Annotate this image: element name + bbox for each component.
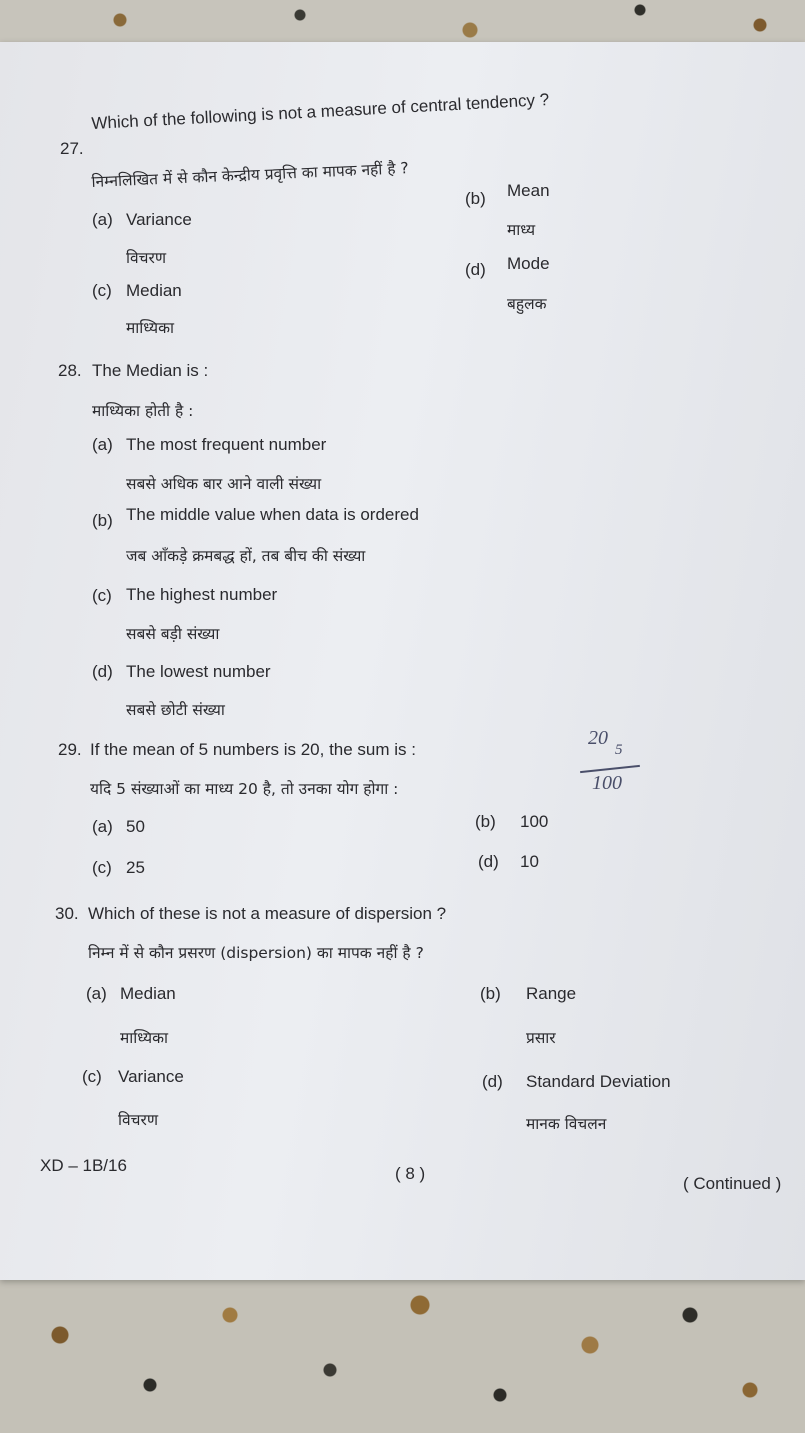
page-number: ( 8 ) <box>395 1164 426 1183</box>
question-number: 30. <box>55 904 79 923</box>
handwritten-denominator: 100 <box>592 772 622 794</box>
option-text-hi: जब आँकड़े क्रमबद्ध हों, तब बीच की संख्या <box>126 547 366 565</box>
option-label: (b) <box>480 984 501 1003</box>
question-text-hi: निम्न में से कौन प्रसरण (dispersion) का मापक नहीं है ? <box>88 944 424 962</box>
option-text-hi: सबसे छोटी संख्या <box>126 701 225 719</box>
option-label: (d) <box>465 260 486 279</box>
option-label: (a) <box>92 435 113 454</box>
question-text-en: Which of the following is not a measure of central tendency ? <box>90 90 550 134</box>
option-label: (d) <box>482 1072 503 1091</box>
option-label: (c) <box>92 281 112 300</box>
handwritten-small-digit: 5 <box>615 742 623 758</box>
option-text-en: The most frequent number <box>126 435 327 454</box>
question-text-en: The Median is : <box>92 361 209 380</box>
question-text-hi: यदि 5 संख्याओं का माध्य 20 है, तो उनका योग होगा : <box>90 780 399 798</box>
option-label: (d) <box>92 662 113 681</box>
option-text-en: Variance <box>118 1067 184 1086</box>
handwritten-numerator: 20 <box>588 727 608 749</box>
option-text-hi: सबसे अधिक बार आने वाली संख्या <box>126 475 322 493</box>
option-label: (d) <box>478 852 499 871</box>
option-label: (c) <box>82 1067 102 1086</box>
continued-label: ( Continued ) <box>683 1174 782 1193</box>
option-text-en: 100 <box>520 812 549 831</box>
question-text-en: If the mean of 5 numbers is 20, the sum is : <box>90 740 416 759</box>
option-text-en: 25 <box>126 858 145 877</box>
option-text-en: 10 <box>520 852 539 871</box>
option-label: (b) <box>92 511 113 530</box>
exam-page <box>0 42 805 1280</box>
question-text-hi: माध्यिका होती है : <box>92 402 194 420</box>
option-text-en: Median <box>120 984 176 1003</box>
option-label: (a) <box>92 210 113 229</box>
option-text-en: Median <box>126 281 182 300</box>
floor-background-bottom <box>0 1275 805 1433</box>
option-text-hi: प्रसार <box>526 1029 556 1047</box>
question-number: 28. <box>58 361 82 380</box>
option-label: (b) <box>465 189 486 208</box>
question-text-hi: निम्नलिखित में से कौन केन्द्रीय प्रवृत्ति का मापक नहीं है ? <box>91 159 409 192</box>
option-text-en: Variance <box>126 210 192 229</box>
option-text-hi: माध्य <box>507 221 536 239</box>
option-text-en: Range <box>526 984 577 1003</box>
option-text-en: The highest number <box>126 585 278 604</box>
option-text-hi: बहुलक <box>507 295 547 313</box>
option-text-hi: मानक विचलन <box>526 1115 607 1133</box>
question-text-en: Which of these is not a measure of dispersion ? <box>88 904 447 923</box>
paper-code: XD – 1B/16 <box>40 1156 127 1175</box>
option-text-hi: माध्यिका <box>126 319 175 337</box>
option-text-hi: माध्यिका <box>120 1029 169 1047</box>
option-text-hi: सबसे बड़ी संख्या <box>126 625 220 643</box>
option-text-en: The lowest number <box>126 662 271 681</box>
question-number: 29. <box>58 740 82 759</box>
option-text-en: Mode <box>507 254 550 273</box>
option-text-hi: विचरण <box>126 249 167 267</box>
option-text-en: Mean <box>507 181 550 200</box>
option-label: (c) <box>92 858 112 877</box>
option-label: (c) <box>92 586 112 605</box>
option-text-en: Standard Deviation <box>526 1072 671 1091</box>
option-label: (b) <box>475 812 496 831</box>
option-label: (a) <box>92 817 113 836</box>
question-number: 27. <box>60 139 84 158</box>
option-text-en: 50 <box>126 817 145 836</box>
option-text-hi: विचरण <box>118 1111 159 1129</box>
option-text-en: The middle value when data is ordered <box>126 505 419 524</box>
option-label: (a) <box>86 984 107 1003</box>
